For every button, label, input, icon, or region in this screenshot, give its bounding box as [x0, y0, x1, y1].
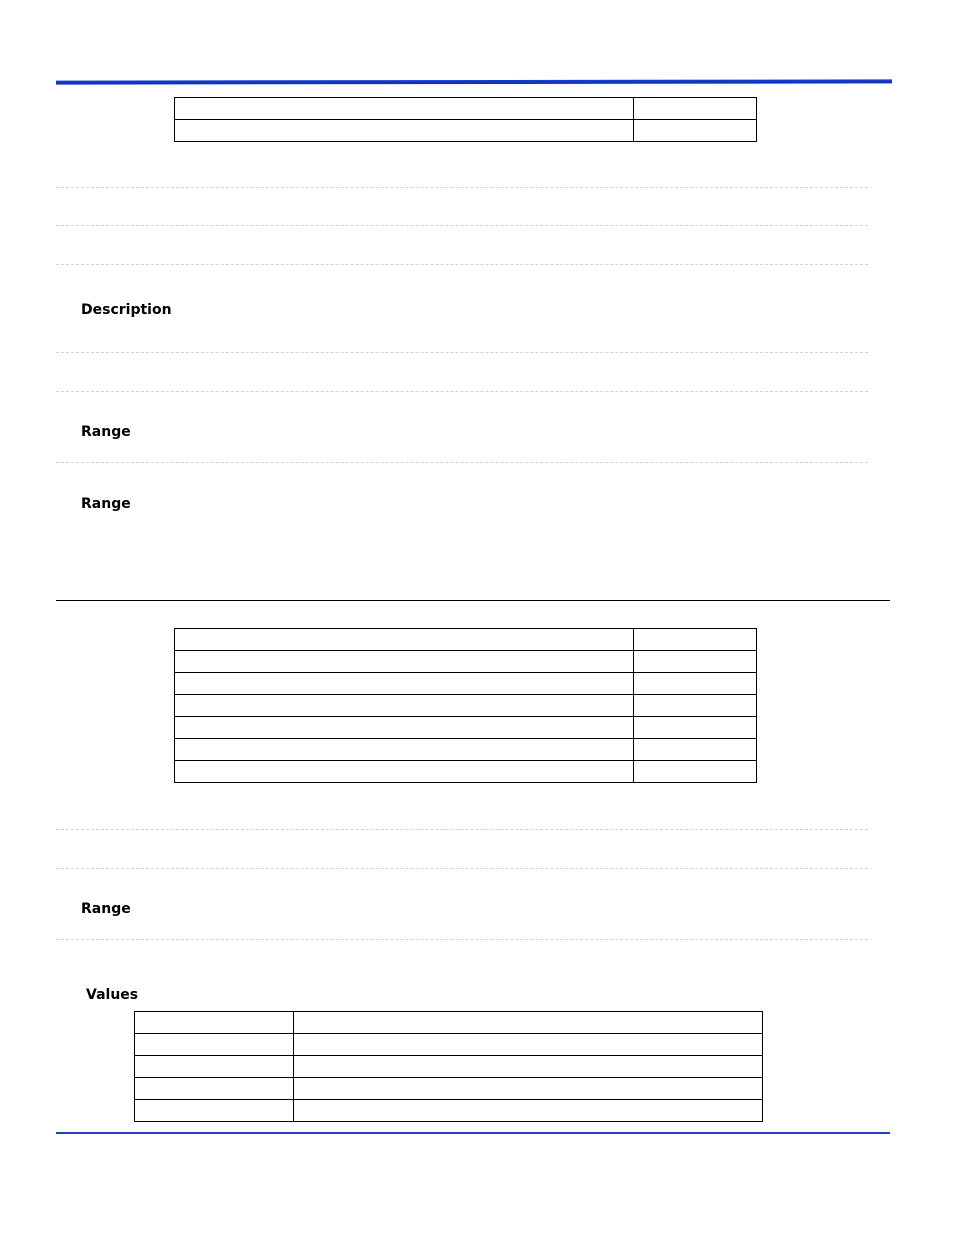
table-row — [175, 120, 757, 142]
table-cell — [175, 739, 634, 761]
table-cell — [135, 1056, 294, 1078]
table-cell — [634, 761, 757, 783]
dashed-divider — [56, 187, 868, 188]
table-cell — [175, 651, 634, 673]
table-cell — [175, 695, 634, 717]
table-cell — [634, 98, 757, 120]
table-row — [175, 717, 757, 739]
table-row — [175, 629, 757, 651]
dashed-divider — [56, 391, 868, 392]
table-top — [174, 97, 757, 142]
heading-values: Values — [86, 987, 139, 1003]
table-cell — [175, 717, 634, 739]
table-cell — [135, 1034, 294, 1056]
table-cell — [634, 120, 757, 142]
header-rule — [56, 79, 892, 84]
dashed-divider — [56, 352, 868, 353]
table-cell — [294, 1100, 763, 1122]
heading-range: Range — [81, 424, 131, 440]
table-row — [175, 761, 757, 783]
table-row — [135, 1100, 763, 1122]
table-cell — [294, 1056, 763, 1078]
dashed-divider — [56, 225, 868, 226]
dashed-divider — [56, 868, 868, 869]
table-cell — [294, 1034, 763, 1056]
table-row — [175, 695, 757, 717]
heading-description: Description — [81, 302, 172, 318]
table-cell — [175, 673, 634, 695]
dashed-divider — [56, 264, 868, 265]
dashed-divider — [56, 462, 868, 463]
heading-range: Range — [81, 901, 131, 917]
table-row — [135, 1078, 763, 1100]
table-row — [135, 1056, 763, 1078]
table-cell — [175, 98, 634, 120]
table-row — [135, 1034, 763, 1056]
table-cell — [135, 1078, 294, 1100]
table-cell — [634, 651, 757, 673]
table-middle — [174, 628, 757, 783]
heading-range: Range — [81, 496, 131, 512]
table-row — [175, 739, 757, 761]
table-row — [175, 98, 757, 120]
table-cell — [294, 1078, 763, 1100]
table-cell — [634, 717, 757, 739]
table-cell — [634, 629, 757, 651]
table-cell — [175, 120, 634, 142]
table-row — [175, 673, 757, 695]
section-divider — [56, 600, 890, 601]
footer-rule — [56, 1132, 890, 1134]
table-row — [175, 651, 757, 673]
dashed-divider — [56, 939, 868, 940]
table-cell — [634, 673, 757, 695]
dashed-divider — [56, 829, 868, 830]
table-cell — [135, 1012, 294, 1034]
table-values — [134, 1011, 763, 1122]
table-cell — [175, 629, 634, 651]
table-cell — [175, 761, 634, 783]
table-cell — [294, 1012, 763, 1034]
table-cell — [634, 695, 757, 717]
table-cell — [135, 1100, 294, 1122]
table-row — [135, 1012, 763, 1034]
table-cell — [634, 739, 757, 761]
